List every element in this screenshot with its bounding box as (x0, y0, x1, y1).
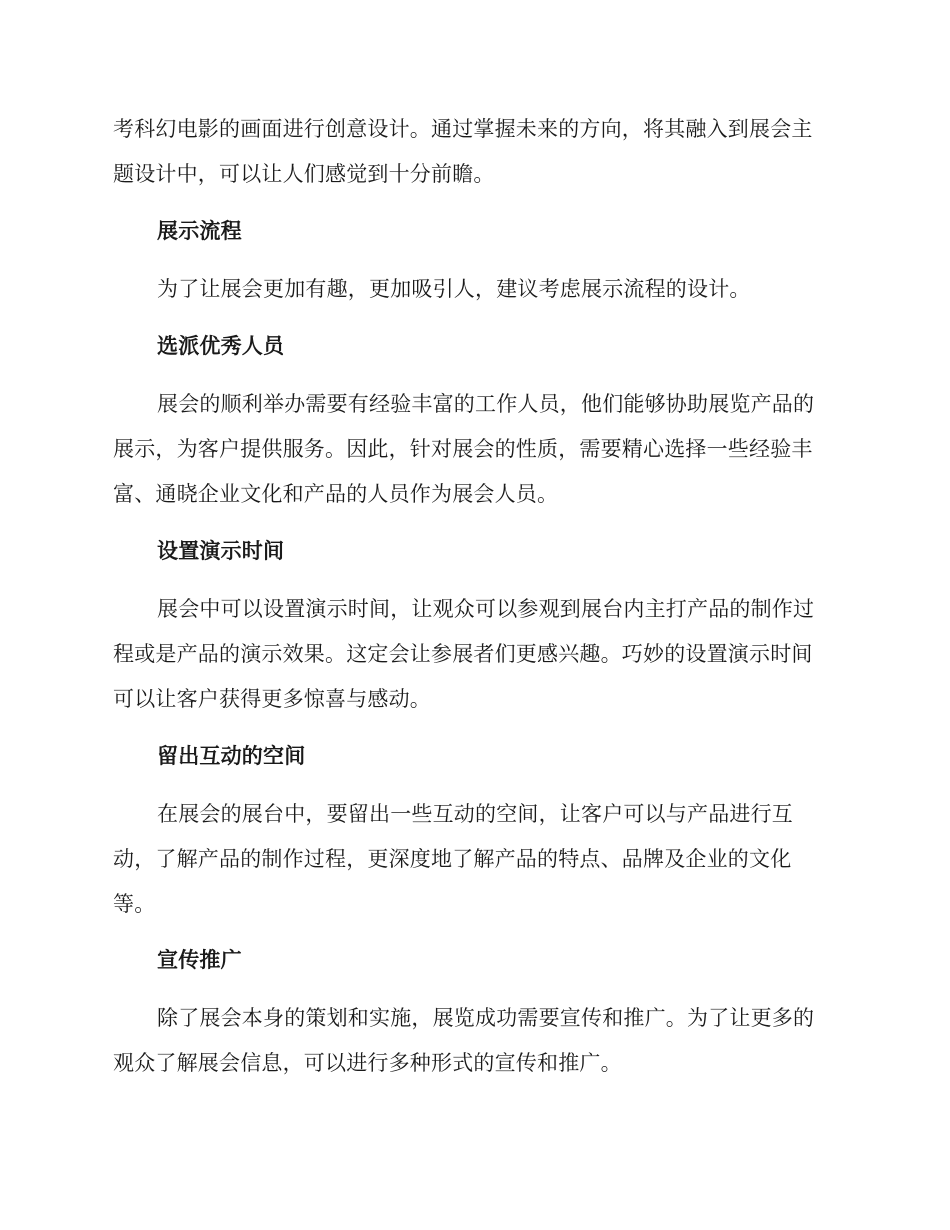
paragraph-line: 观众了解展会信息，可以进行多种形式的宣传和推广。 (113, 1051, 622, 1075)
paragraph-line: 可以让客户获得更多惊喜与感动。 (113, 687, 431, 711)
paragraph-line: 展示，为客户提供服务。因此，针对展会的性质，需要精心选择一些经验丰 (113, 437, 813, 461)
paragraph-line: 程或是产品的演示效果。这定会让参展者们更感兴趣。巧妙的设置演示时间 (113, 642, 813, 666)
paragraph-line: 为了让展会更加有趣，更加吸引人，建议考虑展示流程的设计。 (157, 277, 751, 301)
section-heading-flow: 展示流程 (157, 219, 242, 243)
paragraph-line: 富、通晓企业文化和产品的人员作为展会人员。 (113, 482, 559, 506)
paragraph-line: 动，了解产品的制作过程，更深度地了解产品的特点、品牌及企业的文化 (113, 847, 792, 871)
paragraph-line: 展会中可以设置演示时间，让观众可以参观到展台内主打产品的制作过 (157, 597, 815, 621)
paragraph-line: 等。 (113, 892, 156, 916)
paragraph-line: 在展会的展台中，要留出一些互动的空间，让客户可以与产品进行互 (157, 802, 793, 826)
section-heading-staff: 选派优秀人员 (157, 334, 285, 358)
paragraph-line: 题设计中，可以让人们感觉到十分前瞻。 (113, 162, 495, 186)
section-heading-promotion: 宣传推广 (157, 948, 242, 972)
paragraph-line: 考科幻电影的画面进行创意设计。通过掌握未来的方向，将其融入到展会主 (113, 117, 813, 141)
section-heading-interaction: 留出互动的空间 (157, 744, 306, 768)
section-heading-demo: 设置演示时间 (157, 539, 285, 563)
paragraph-line: 除了展会本身的策划和实施，展览成功需要宣传和推广。为了让更多的 (157, 1006, 815, 1030)
paragraph-line: 展会的顺利举办需要有经验丰富的工作人员，他们能够协助展览产品的 (157, 392, 815, 416)
